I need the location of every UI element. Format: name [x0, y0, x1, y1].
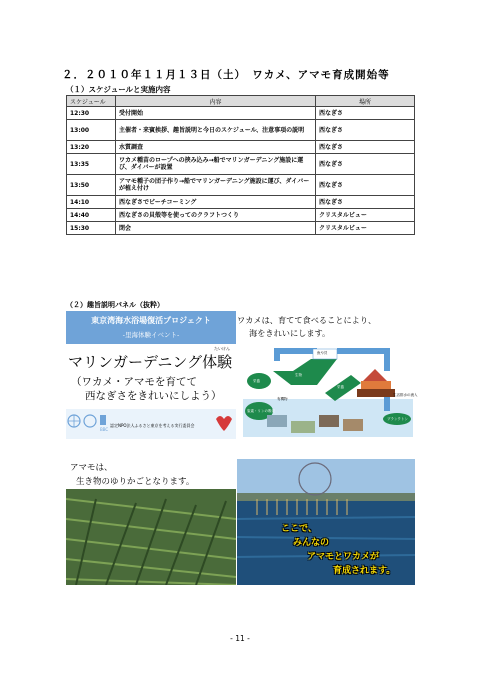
diagram-label: 窒素・リンの吸収: [247, 409, 275, 413]
panel-subtitle-line2: 西なぎさをきれいにしよう）: [85, 390, 222, 402]
place-cell: 西なぎさ: [316, 107, 415, 120]
seafood-photo: [267, 415, 287, 427]
diagram-label: 栄養: [253, 379, 260, 383]
diagram-label: 魚や貝: [317, 351, 328, 355]
explanation-panel: [66, 311, 236, 439]
schedule-table: [66, 95, 415, 235]
page-number: - 11 -: [230, 634, 250, 643]
bay-photo: [237, 459, 415, 585]
table-header-row: [67, 96, 415, 107]
diagram-label: 生活排水の流入: [393, 393, 418, 397]
time-cell: 13:20: [67, 141, 116, 154]
table-row: [67, 120, 415, 141]
seafood-photo: [291, 421, 315, 433]
photo1-caption-line2: 生き物のゆりかごとなります。: [76, 477, 195, 487]
place-cell: 西なぎさ: [316, 141, 415, 154]
panel-subheading: （２）趣旨説明パネル（抜粋）: [66, 301, 164, 309]
content-cell: 主催者・来賓挨拶、趣旨説明と今日のスケジュール、注意事項の説明: [116, 120, 316, 141]
section-heading: ２．２０１０年１１月１３日（土） ワカメ、アマモ育成開始等: [62, 69, 390, 81]
time-cell: 14:10: [67, 196, 116, 209]
place-cell: 西なぎさ: [316, 175, 415, 196]
place-cell: クリスタルビュー: [316, 209, 415, 222]
time-cell: 12:30: [67, 107, 116, 120]
content-cell: ワカメ種苗のロープへの挟み込み→船でマリンガーデニング施設に運び、ダイバーが設置: [116, 154, 316, 175]
diagram-label: 栄養: [337, 385, 344, 389]
pyramid-top: [363, 369, 387, 381]
ecosystem-diagram: [237, 311, 418, 439]
diagram-label: プランクトン: [387, 417, 408, 421]
diagram-label: 生物: [295, 373, 302, 377]
content-cell: 西なぎさの貝殻等を使ってのクラフトつくり: [116, 209, 316, 222]
content-cell: 水質調査: [116, 141, 316, 154]
diagram-caption-line1: ワカメは、育てて食べることにより、: [237, 315, 377, 325]
panel-subtitle-line1: （ワカメ・アマモを育てて: [71, 376, 197, 388]
time-cell: 13:35: [67, 154, 116, 175]
time-cell: 15:30: [67, 222, 116, 235]
column-header: 内容: [116, 96, 316, 107]
content-cell: 受付開始: [116, 107, 316, 120]
place-cell: 西なぎさ: [316, 120, 415, 141]
seafood-photo: [319, 415, 339, 427]
sponsor-credit: 認定NPO法人ふるさと東京を考える実行委員会: [110, 423, 195, 428]
time-cell: 14:40: [67, 209, 116, 222]
diagram-label: 有機物: [277, 397, 288, 401]
place-cell: 西なぎさ: [316, 196, 415, 209]
content-cell: 閉会: [116, 222, 316, 235]
table-row: [67, 175, 415, 196]
photo2-caption-line3: アマモとワカメが: [307, 552, 380, 562]
cycle-arrow: [337, 351, 387, 371]
photo2-caption-line4: 育成されます。: [333, 566, 396, 576]
banner-subtitle: -里海体験イベント-: [122, 331, 180, 339]
pyramid-mid: [361, 381, 391, 389]
table-row: [67, 107, 415, 120]
pyramid-base: [357, 389, 395, 397]
seaweed-block: [273, 359, 337, 385]
table-row: [67, 209, 415, 222]
column-header: スケジュール: [67, 96, 116, 107]
photo2-caption-line1: ここで、: [281, 524, 317, 534]
furigana: たいけん: [214, 346, 230, 351]
panel-main-title: マリンガーデニング体験: [68, 353, 233, 371]
content-cell: 西なぎさでビーチコーミング: [116, 196, 316, 209]
diagram-caption-line2: 海をきれいにします。: [249, 328, 331, 338]
photo2-caption-line2: みんなの: [293, 538, 330, 548]
column-header: 場所: [316, 96, 415, 107]
table-row: [67, 154, 415, 175]
schedule-subheading: （１）スケジュールと実施内容: [66, 85, 171, 94]
place-cell: クリスタルビュー: [316, 222, 415, 235]
banner-title: 東京湾海水浴場復活プロジェクト: [91, 316, 211, 325]
photo1-caption-line1: アマモは、: [70, 463, 113, 473]
bbc-logo-icon: [100, 415, 106, 425]
panel-banner: [66, 311, 236, 344]
time-cell: 13:00: [67, 120, 116, 141]
table-row: [67, 141, 415, 154]
logo-text: BBC: [100, 427, 109, 432]
seagrass-photo: [66, 459, 236, 585]
time-cell: 13:50: [67, 175, 116, 196]
place-cell: 西なぎさ: [316, 154, 415, 175]
table-row: [67, 196, 415, 209]
content-cell: アマモ種子の団子作り→船でマリンガーデニング施設に運び、ダイバーが植え付け: [116, 175, 316, 196]
table-row: [67, 222, 415, 235]
seafood-photo: [343, 419, 363, 431]
